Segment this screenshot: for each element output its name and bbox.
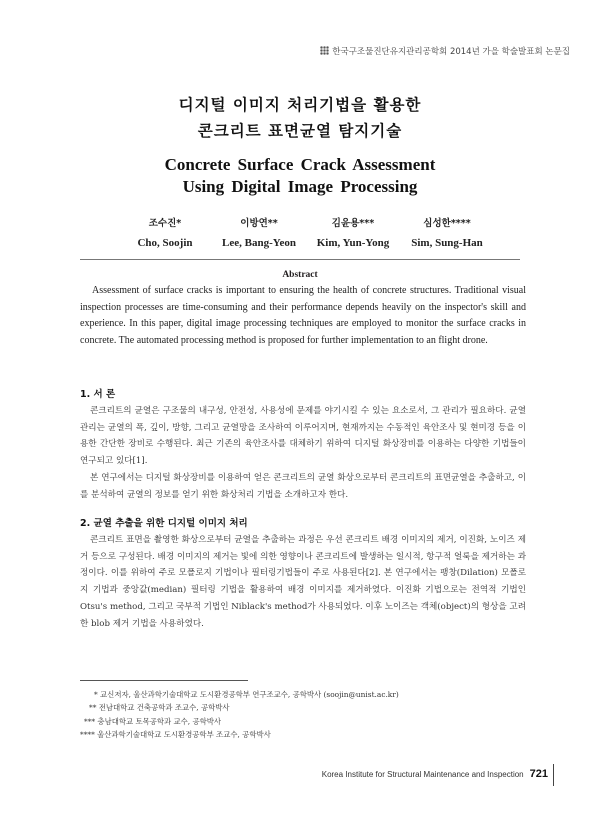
footer-organization: Korea Institute for Structural Maintenance and Inspection <box>321 770 524 779</box>
footnote-divider <box>80 680 248 681</box>
journal-name: 한국구조물진단유지관리공학회 2014년 가을 학술발표회 논문집 <box>332 47 570 57</box>
author-name-english: Kim, Yun-Yong <box>316 237 390 249</box>
author-name-korean: 심성한**** <box>423 218 471 229</box>
author-name-korean: 이방연** <box>240 218 278 229</box>
author-list-korean <box>118 215 494 229</box>
english-title-line-2: Using Digital Image Processing <box>182 177 418 196</box>
author-name-korean: 조수진* <box>148 218 182 229</box>
english-title-line-1: Concrete Surface Crack Assessment <box>164 155 436 174</box>
korean-title-line-2: 콘크리트 표면균열 탐지기술 <box>197 122 403 140</box>
section-2-paragraph-1: 콘크리트 표면을 촬영한 화상으로부터 균열을 추출하는 과정은 우선 콘크리트 배경 이미지의 제거, 이진화, 노이즈 제거 등으로 구성된다. 배경 이미지의 제거는 빛에 의한 영향이나 콘크리트에 발생하는 일시적, 항구적 얼룩을 제거하는 과정이다. 이를 위하여 주로 모폴로지 기법이나 필터링기법들이 주로 사용된다[2]. 본 연구에서는 팽창(Dilation) 모폴로지 기법과 중앙값(median) 필터링 기법을 활용하여 배경 이미지를 제거하였다. 이진화 기법으로는 전역적 기법인 Otsu's method, 그리고 국부적 기법인 Niblack's method가 사용되었다. 이후 노이즈는 객체(object)의 형상을 고려한 blob 제거 기법을 사용하였다. <box>80 535 526 629</box>
footnote: **** 울산과학기술대학교 도시환경공학부 조교수, 공학박사 <box>80 730 271 740</box>
author-name-korean: 김윤용*** <box>331 218 375 229</box>
section-2-heading: 2. 균열 추출을 위한 디지털 이미지 처리 <box>80 518 248 529</box>
abstract-text: Assessment of surface cracks is important to ensuring the health of concrete structures. Traditional visual inspection processes are time-consuming and their performance depends heavily on the inspector's skill and experience. In this paper, digital image processing techniques are employed to monitor the surface cracks in concrete. The automated processing method is proposed for further implementation to an flight drone. <box>80 285 526 346</box>
footnote: *** 충남대학교 토목공학과 교수, 공학박사 <box>84 716 222 726</box>
page-footer <box>322 768 548 780</box>
author-name-english: Lee, Bang-Yeon <box>222 237 296 249</box>
section-1-heading: 1. 서 론 <box>80 389 116 400</box>
abstract-heading: Abstract <box>282 270 318 280</box>
section-1-paragraph-1: 콘크리트의 균열은 구조물의 내구성, 안전성, 사용성에 문제를 야기시킬 수 있는 요소로서, 그 관리가 필요하다. 균열관리는 균열의 폭, 깊이, 방향, 그리고 균열망을 조사하여 이루어지며, 현재까지는 수동적인 육안조사 및 현미경 등을 이용한 간단한 장비로 수행된다. 최근 기존의 육안조사를 대체하기 위하여 디지털 화상장비를 이용하는 다양한 기법들이 연구되고 있다[1]. <box>80 406 526 467</box>
title-divider <box>80 259 520 260</box>
korean-title-line-1: 디지털 이미지 처리기법을 활용한 <box>178 96 422 114</box>
footnotes <box>80 688 399 742</box>
author-list-english <box>118 237 494 249</box>
dots-icon <box>320 46 329 55</box>
footnote: * 교신저자, 울산과학기술대학교 도시환경공학부 연구조교수, 공학박사 (soojin@unist.ac.kr) <box>94 690 399 699</box>
footer-bar <box>553 764 554 786</box>
author-name-english: Sim, Sung-Han <box>411 237 483 249</box>
page-number: 721 <box>529 768 548 780</box>
author-name-english: Cho, Soojin <box>137 237 193 249</box>
journal-header <box>248 45 570 57</box>
section-1-paragraph-2: 본 연구에서는 디지털 화상장비를 이용하여 얻은 콘크리트의 균열 화상으로부터 콘크리트의 표면균열을 추출하고, 이를 분석하여 균열의 정보를 얻기 위한 화상처리 기법을 소개하고자 한다. <box>80 473 526 500</box>
footnote: ** 전남대학교 건축공학과 조교수, 공학박사 <box>89 703 230 713</box>
